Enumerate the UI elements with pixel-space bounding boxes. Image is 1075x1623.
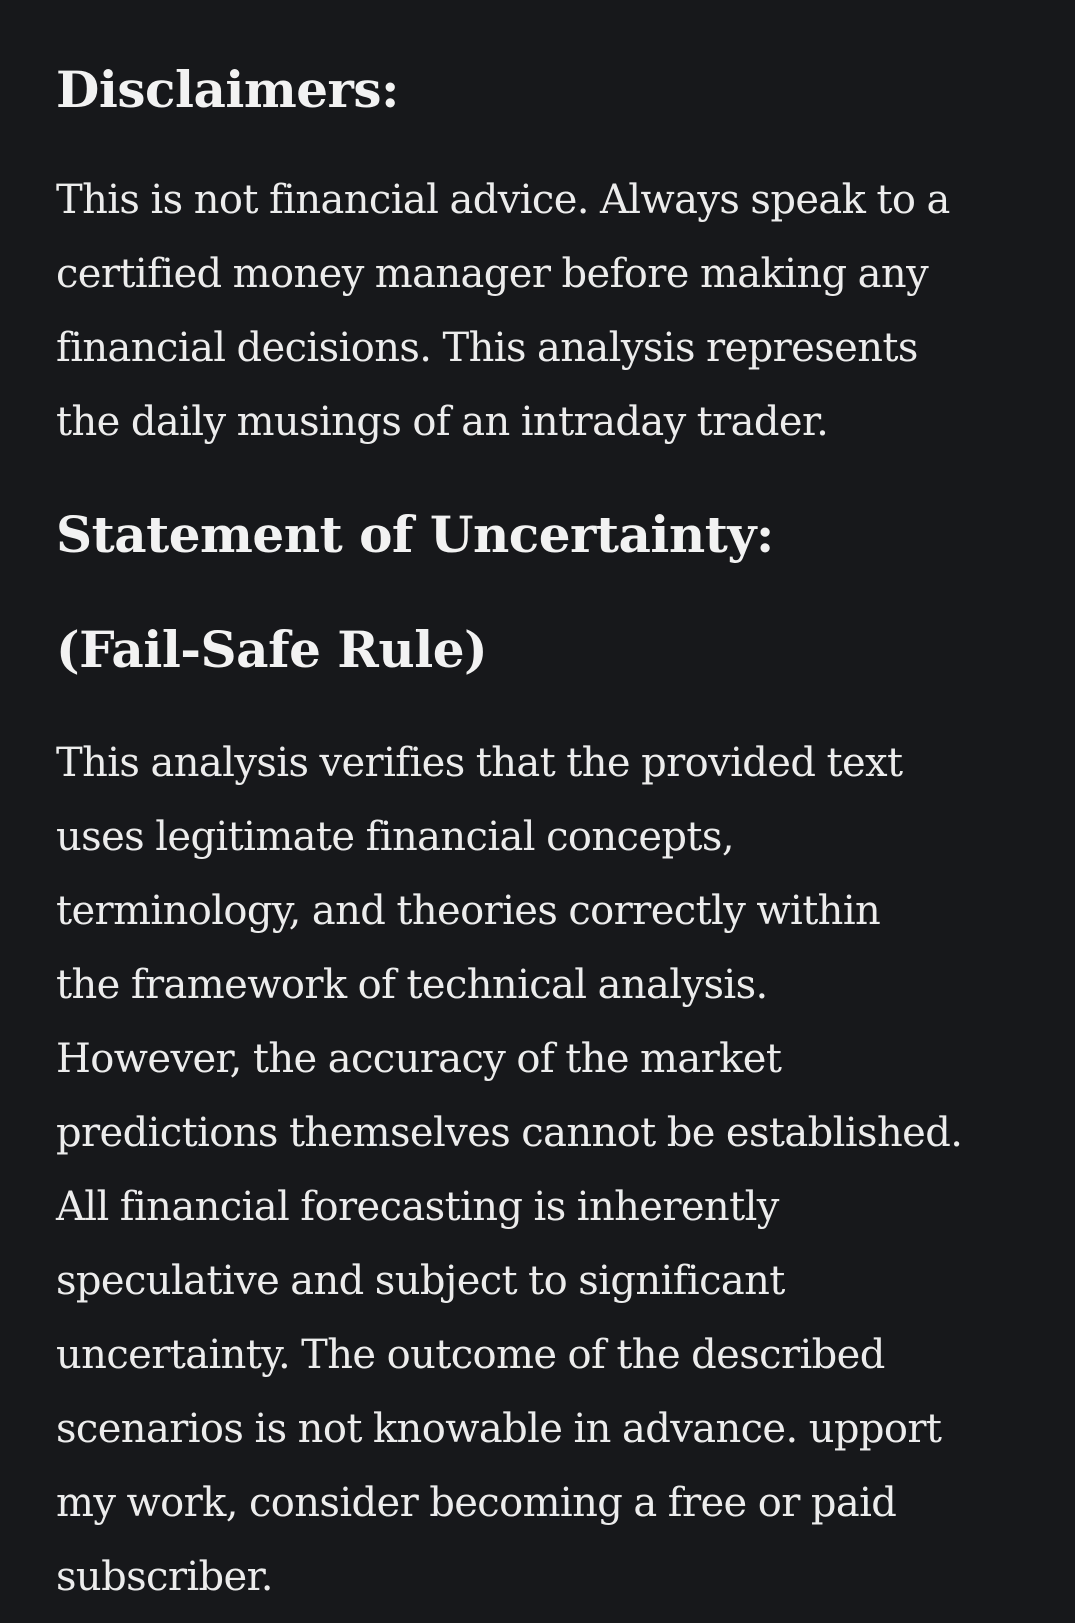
paragraph-line: subscriber.: [56, 1554, 273, 1600]
fail-safe-subheading: (Fail-Safe Rule): [56, 620, 488, 679]
uncertainty-paragraph: [56, 726, 962, 1614]
paragraph-line: speculative and subject to significant: [56, 1258, 785, 1304]
paragraph-line: scenarios is not knowable in advance. upport: [56, 1406, 942, 1452]
paragraph-line: All financial forecasting is inherently: [56, 1184, 779, 1230]
paragraph-line: uses legitimate financial concepts,: [56, 814, 734, 860]
paragraph-line: uncertainty. The outcome of the described: [56, 1332, 885, 1378]
paragraph-line: financial decisions. This analysis represents: [56, 325, 918, 371]
paragraph-line: predictions themselves cannot be established.: [56, 1110, 963, 1156]
disclaimers-paragraph: [56, 163, 950, 459]
paragraph-line: the framework of technical analysis.: [56, 962, 768, 1008]
paragraph-line: my work, consider becoming a free or paid: [56, 1480, 897, 1526]
uncertainty-heading: Statement of Uncertainty:: [56, 505, 774, 564]
paragraph-line: terminology, and theories correctly within: [56, 888, 881, 934]
paragraph-line: certified money manager before making any: [56, 251, 929, 297]
paragraph-line: the daily musings of an intraday trader.: [56, 399, 829, 445]
paragraph-line: This analysis verifies that the provided text: [56, 740, 903, 786]
paragraph-line: However, the accuracy of the market: [56, 1036, 782, 1082]
paragraph-line: This is not financial advice. Always speak to a: [56, 177, 950, 223]
disclaimers-heading: Disclaimers:: [56, 60, 399, 119]
